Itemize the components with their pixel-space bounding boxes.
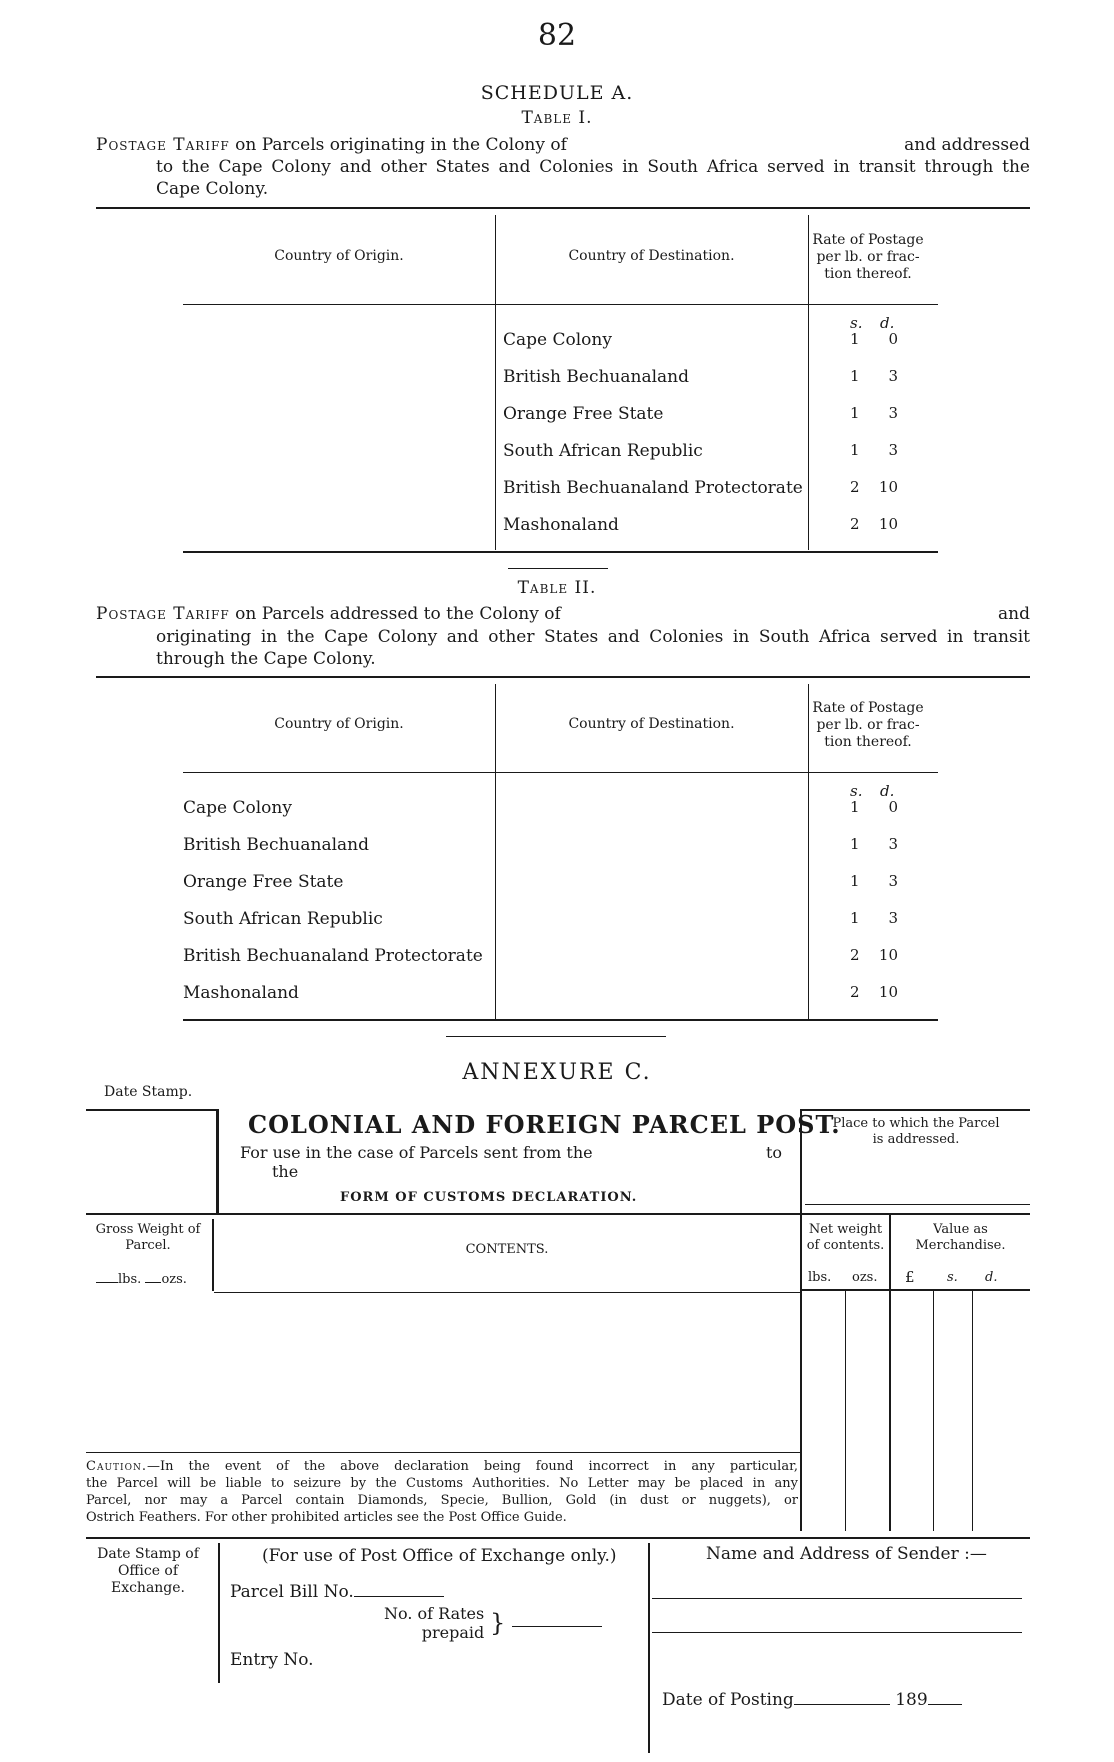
table-row-shillings: 1 — [850, 404, 860, 422]
table1-short-rule — [508, 568, 608, 569]
table-row-pence: 3 — [888, 404, 898, 422]
table-row-pence: 3 — [888, 872, 898, 890]
table-row-pence: 10 — [878, 983, 898, 1001]
table1-header-origin: Country of Origin. — [274, 248, 404, 264]
table-row-shillings: 1 — [850, 330, 860, 348]
rates-blank-line — [512, 1626, 602, 1627]
table-row-country: Cape Colony — [503, 330, 612, 350]
table-row-shillings: 1 — [850, 367, 860, 385]
table1-header-destination: Country of Destination. — [568, 248, 735, 264]
table1-intro-line3: Cape Colony. — [156, 179, 269, 199]
rate-header-line: tion thereof. — [824, 266, 912, 282]
net-lbs: lbs. — [808, 1270, 832, 1285]
rate-header-line: per lb. or frac- — [816, 717, 920, 733]
net-ozs-divider — [845, 1290, 846, 1531]
table1-header-rate — [808, 232, 928, 283]
gross-line: Parcel. — [125, 1238, 171, 1253]
table1-divider-1 — [495, 215, 496, 550]
table-row-country: Cape Colony — [183, 798, 292, 818]
table-row-country: Orange Free State — [183, 872, 344, 892]
parcel-bill-label — [230, 1582, 444, 1602]
table-row-pence: 3 — [888, 441, 898, 459]
table-row-shillings: 1 — [850, 872, 860, 890]
use-line-to: to — [766, 1143, 783, 1162]
gross-weight-label — [86, 1222, 210, 1254]
exchange-top-rule — [86, 1537, 1030, 1539]
use-line-b: the — [272, 1162, 299, 1181]
date-posting-label — [662, 1690, 962, 1710]
value-pence: d. — [985, 1270, 998, 1285]
rates-brace: } — [490, 1609, 506, 1637]
sender-label: Name and Address of Sender :— — [706, 1544, 987, 1564]
table2-divider-1 — [495, 684, 496, 1019]
rates-line: prepaid — [421, 1623, 485, 1642]
exchange-line: Exchange. — [110, 1580, 186, 1596]
net-ozs: ozs. — [852, 1270, 878, 1285]
table-row-country: Mashonaland — [503, 515, 619, 535]
annexure-short-rule — [446, 1036, 666, 1037]
blank-line — [794, 1704, 890, 1705]
blank-line — [145, 1282, 161, 1283]
table-row-shillings: 2 — [850, 983, 860, 1001]
blank-line — [928, 1704, 962, 1705]
place-bottom-rule — [805, 1204, 1030, 1205]
table-row-country: British Bechuanaland Protectorate — [183, 946, 483, 966]
table2-intro-tail: and — [998, 604, 1030, 624]
exchange-line: Date Stamp of — [97, 1546, 199, 1562]
caution-line — [86, 1458, 798, 1475]
table-row-pence: 0 — [888, 330, 898, 348]
rates-prepaid-label — [384, 1604, 484, 1642]
table1-unit-d: d. — [880, 314, 895, 332]
table-row-pence: 10 — [878, 946, 898, 964]
table-row-country: Orange Free State — [503, 404, 664, 424]
exchange-line: Office of — [117, 1563, 179, 1579]
value-pound: £ — [905, 1268, 915, 1286]
place-line: is addressed. — [872, 1132, 960, 1147]
caution-line: Ostrich Feathers. For other prohibited articles see the Post Office Guide. — [86, 1510, 567, 1525]
table1-title: Table I. — [521, 108, 593, 128]
contents-label: CONTENTS. — [465, 1242, 549, 1257]
customs-declaration-heading: FORM OF CUSTOMS DECLARATION. — [340, 1190, 638, 1205]
value-columns-rule — [800, 1289, 1030, 1291]
table-row-shillings: 1 — [850, 909, 860, 927]
table-row-shillings: 1 — [850, 441, 860, 459]
table1-intro-text: on Parcels originating in the Colony of — [235, 135, 567, 155]
table-row-pence: 3 — [888, 367, 898, 385]
table-row-country: Mashonaland — [183, 983, 299, 1003]
date-posting-text: Date of Posting — [662, 1690, 794, 1710]
blank-line — [354, 1596, 444, 1597]
table-row-pence: 3 — [888, 835, 898, 853]
value-line: Value as — [933, 1222, 988, 1237]
sender-line-2 — [652, 1632, 1022, 1633]
table2-title: Table II. — [517, 578, 597, 598]
table2-unit-d: d. — [880, 782, 895, 800]
gross-lbs: lbs. — [118, 1272, 142, 1287]
table1-intro-tail: and addressed — [904, 135, 1030, 155]
annexure-title: ANNEXURE C. — [462, 1060, 652, 1085]
value-label — [891, 1222, 1030, 1254]
place-line: Place to which the Parcel — [832, 1116, 1000, 1131]
rate-header-line: Rate of Postage — [812, 232, 924, 248]
contents-header-rule — [214, 1292, 800, 1293]
rate-header-line: tion thereof. — [824, 734, 912, 750]
rate-header-line: Rate of Postage — [812, 700, 924, 716]
schedule-title: SCHEDULE A. — [480, 82, 634, 104]
value-s-divider — [933, 1290, 934, 1531]
place-addressed-label — [802, 1116, 1030, 1148]
year-prefix: 189 — [895, 1690, 928, 1710]
caution-line: Parcel, nor may a Parcel contain Diamonds, Specie, Bullion, Gold (in dust or nuggets), or — [86, 1493, 798, 1508]
value-shilling: s. — [947, 1270, 958, 1285]
value-left-border — [889, 1213, 891, 1531]
table1-intro-lead: Postage Tariff — [96, 135, 230, 155]
table2-header-destination: Country of Destination. — [568, 716, 735, 732]
gross-ozs: ozs. — [161, 1272, 187, 1287]
table-row-shillings: 2 — [850, 478, 860, 496]
table-row-shillings: 2 — [850, 946, 860, 964]
table2-intro-lead: Postage Tariff — [96, 604, 230, 624]
table-row-country: South African Republic — [183, 909, 383, 929]
entry-label: Entry No. — [230, 1650, 314, 1670]
table-row-pence: 3 — [888, 909, 898, 927]
table1-top-rule — [96, 207, 1030, 209]
table-row-pence: 10 — [878, 478, 898, 496]
exchange-divider — [218, 1543, 220, 1683]
caution-line-text: —In the event of the above declaration being found incorrect in any particular, — [146, 1459, 798, 1474]
table1-header-rule — [183, 304, 938, 305]
table2-intro-text: on Parcels addressed to the Colony of — [235, 604, 561, 624]
table-row-shillings: 1 — [850, 798, 860, 816]
value-d-divider — [972, 1290, 973, 1531]
exchange-stamp-label — [86, 1546, 210, 1597]
exchange-use-label: (For use of Post Office of Exchange only.) — [262, 1546, 617, 1566]
table2-header-rate — [808, 700, 928, 751]
sender-line-1 — [652, 1598, 1022, 1599]
table-row-country: British Bechuanaland Protectorate — [503, 478, 803, 498]
table2-intro-line1 — [96, 604, 561, 624]
table-row-country: South African Republic — [503, 441, 703, 461]
page-number: 82 — [537, 18, 577, 53]
form-title: COLONIAL AND FOREIGN PARCEL POST. — [248, 1110, 841, 1139]
table2-unit-s: s. — [850, 782, 863, 800]
table1-unit-s: s. — [850, 314, 863, 332]
gross-line: Gross Weight of — [95, 1222, 201, 1237]
form-stamp-divider — [216, 1109, 219, 1214]
table2-bottom-rule — [183, 1019, 938, 1021]
table-row-shillings: 2 — [850, 515, 860, 533]
rates-line: No. of Rates — [384, 1604, 485, 1623]
rate-header-line: per lb. or frac- — [816, 249, 920, 265]
table1-intro-line1 — [96, 135, 567, 155]
net-weight-left-border — [800, 1213, 802, 1531]
table-row-shillings: 1 — [850, 835, 860, 853]
net-line: Net weight — [808, 1222, 883, 1237]
sender-divider — [648, 1543, 650, 1753]
date-stamp-label: Date Stamp. — [104, 1084, 193, 1100]
table2-intro-line2: originating in the Cape Colony and other States and Colonies in South Africa served in transit — [156, 627, 1030, 647]
value-line: Merchandise. — [915, 1238, 1006, 1253]
table1-bottom-rule — [183, 551, 938, 553]
use-line-a: For use in the case of Parcels sent from the — [240, 1143, 593, 1162]
caution-lead: Caution. — [86, 1459, 147, 1474]
parcel-bill-text: Parcel Bill No. — [230, 1582, 354, 1602]
table2-top-rule — [96, 676, 1030, 678]
caution-text — [86, 1458, 798, 1526]
caution-line: the Parcel will be liable to seizure by the Customs Authorities. No Letter may be placed in any — [86, 1476, 798, 1491]
form-top-rule-left — [86, 1109, 216, 1111]
table2-header-rule — [183, 772, 938, 773]
blank-line — [96, 1282, 118, 1283]
table-row-country: British Bechuanaland — [183, 835, 369, 855]
table2-header-origin: Country of Origin. — [274, 716, 404, 732]
table2-intro-line3: through the Cape Colony. — [156, 649, 376, 669]
table-row-country: British Bechuanaland — [503, 367, 689, 387]
net-weight-label — [802, 1222, 889, 1254]
table-row-pence: 10 — [878, 515, 898, 533]
caution-top-rule — [86, 1452, 800, 1453]
net-line: of contents. — [806, 1238, 885, 1253]
gross-weight-units — [96, 1272, 187, 1287]
table-row-pence: 0 — [888, 798, 898, 816]
table1-intro-line2: to the Cape Colony and other States and Colonies in South Africa served in transit through the — [156, 157, 1030, 177]
